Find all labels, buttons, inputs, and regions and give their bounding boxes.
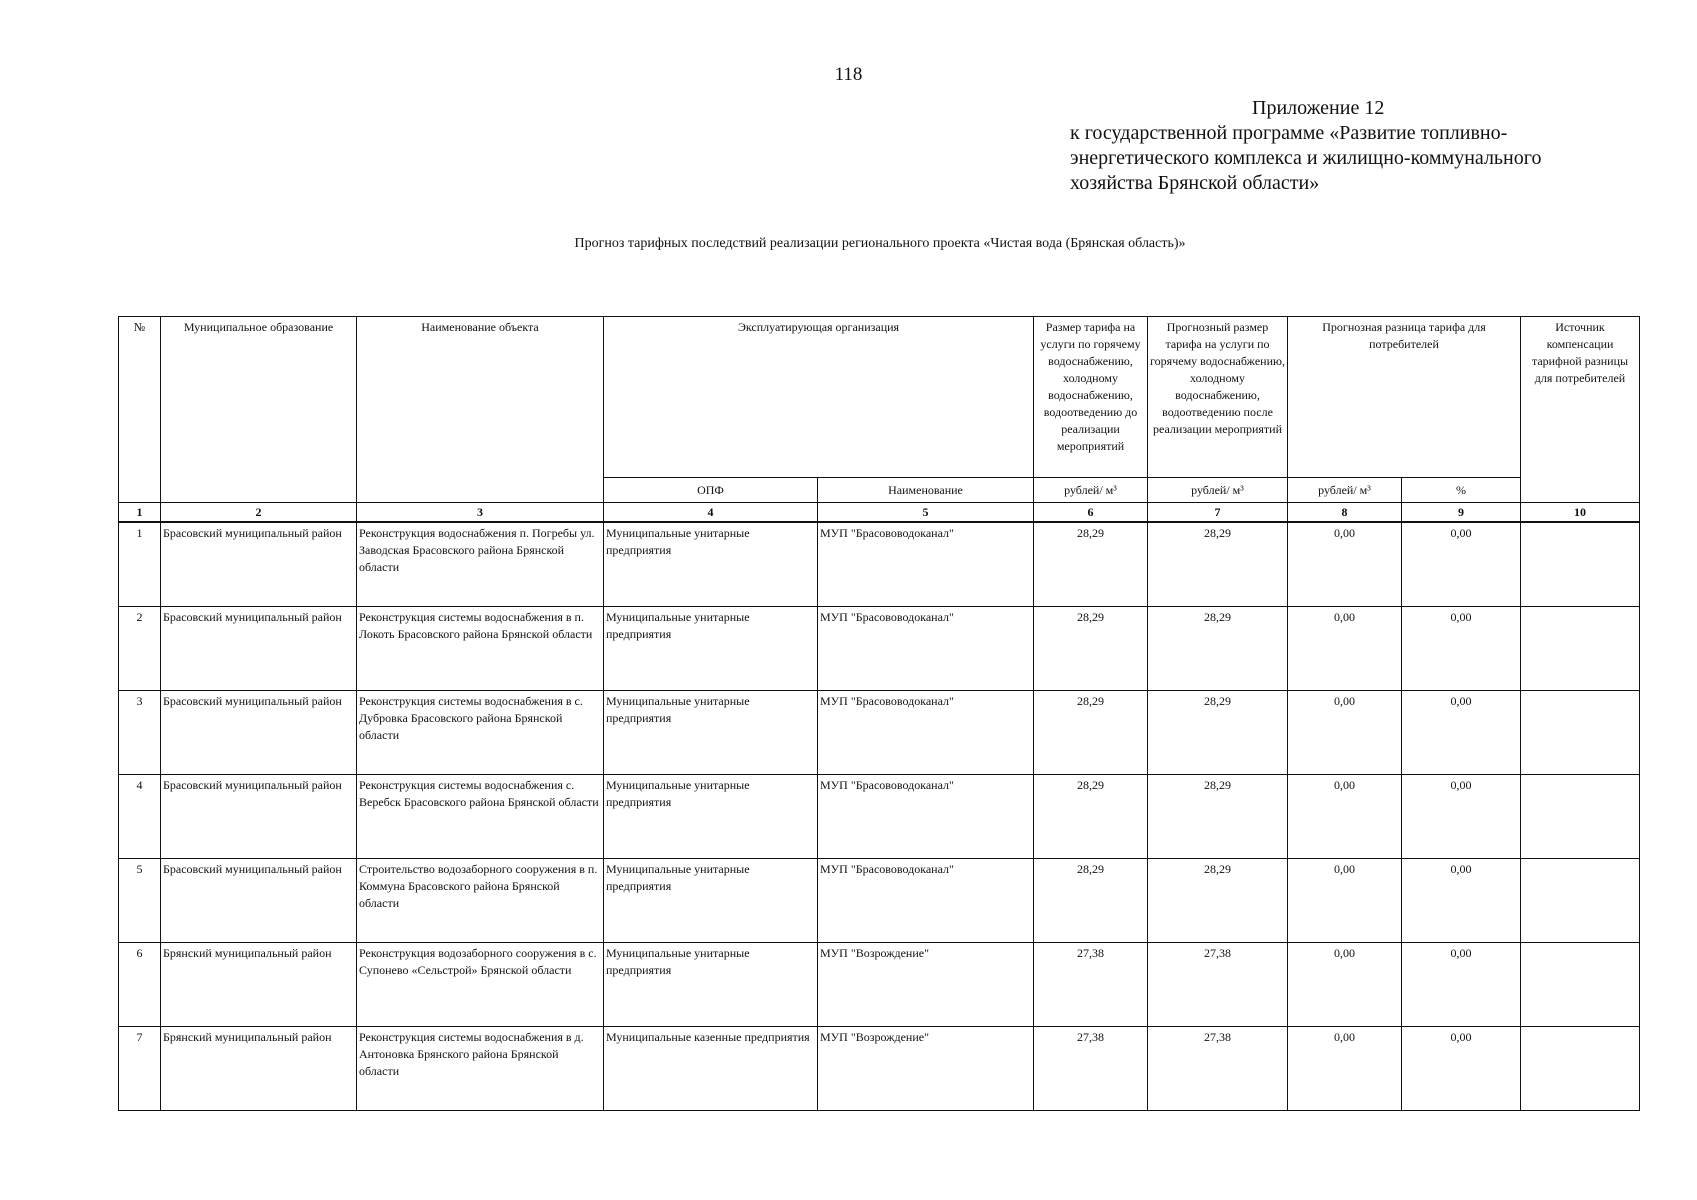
cell-difference: 0,00 [1288, 1027, 1402, 1111]
cell-operator-name: МУП "Возрождение" [818, 943, 1034, 1027]
cell-object: Реконструкция системы водоснабжения с. Веребск Брасовского района Брянской области [357, 775, 604, 859]
appendix-line: к государственной программе «Развитие топливно- [1070, 122, 1508, 144]
column-numbers-row [119, 503, 1640, 523]
cell-no: 1 [119, 522, 161, 607]
header-difference: Прогнозная разница тарифа для потребителей [1288, 317, 1521, 478]
cell-object: Реконструкция системы водоснабжения в д. Антоновка Брянского района Брянской области [357, 1027, 604, 1111]
cell-source [1521, 607, 1640, 691]
cell-no: 6 [119, 943, 161, 1027]
header-municipality: Муниципальное образование [161, 317, 357, 503]
appendix-line: энергетического комплекса и жилищно-коммунального [1070, 147, 1542, 169]
cell-no: 4 [119, 775, 161, 859]
column-number: 9 [1402, 503, 1521, 523]
table-row [119, 522, 1640, 607]
cell-tariff-before: 27,38 [1034, 1027, 1148, 1111]
header-unit-diff: рублей/ м³ [1288, 478, 1402, 503]
column-number: 10 [1521, 503, 1640, 523]
page-number: 118 [834, 64, 863, 85]
cell-tariff-before: 28,29 [1034, 775, 1148, 859]
cell-source [1521, 522, 1640, 607]
header-opf: ОПФ [604, 478, 818, 503]
cell-municipality: Брянский муниципальный район [161, 1027, 357, 1111]
cell-opf: Муниципальные унитарные предприятия [604, 522, 818, 607]
cell-operator-name: МУП "Возрождение" [818, 1027, 1034, 1111]
cell-difference: 0,00 [1288, 691, 1402, 775]
cell-operator-name: МУП "Брасововодоканал" [818, 859, 1034, 943]
cell-opf: Муниципальные казенные предприятия [604, 1027, 818, 1111]
cell-municipality: Брасовский муниципальный район [161, 522, 357, 607]
tariff-forecast-table [118, 316, 1640, 1111]
cell-tariff-before: 28,29 [1034, 522, 1148, 607]
cell-tariff-before: 28,29 [1034, 859, 1148, 943]
cell-source [1521, 943, 1640, 1027]
column-number: 2 [161, 503, 357, 523]
cell-difference: 0,00 [1288, 775, 1402, 859]
cell-difference: 0,00 [1288, 607, 1402, 691]
cell-percent: 0,00 [1402, 943, 1521, 1027]
document-title: Прогноз тарифных последствий реализации регионального проекта «Чистая вода (Брянская область)» [574, 236, 1186, 251]
cell-tariff-after: 28,29 [1148, 607, 1288, 691]
cell-no: 5 [119, 859, 161, 943]
cell-tariff-before: 28,29 [1034, 607, 1148, 691]
table-row [119, 859, 1640, 943]
column-number: 8 [1288, 503, 1402, 523]
table-row [119, 607, 1640, 691]
cell-percent: 0,00 [1402, 607, 1521, 691]
header-unit-before: рублей/ м³ [1034, 478, 1148, 503]
table-row [119, 1027, 1640, 1111]
cell-municipality: Брасовский муниципальный район [161, 607, 357, 691]
header-tariff-before: Размер тарифа на услуги по горячему водоснабжению, холодному водоснабжению, водоотведению до реализации мероприятий [1034, 317, 1148, 478]
cell-difference: 0,00 [1288, 943, 1402, 1027]
cell-difference: 0,00 [1288, 859, 1402, 943]
cell-opf: Муниципальные унитарные предприятия [604, 943, 818, 1027]
cell-object: Реконструкция водоснабжения п. Погребы ул. Заводская Брасовского района Брянской области [357, 522, 604, 607]
cell-tariff-after: 28,29 [1148, 775, 1288, 859]
cell-source [1521, 775, 1640, 859]
cell-tariff-after: 28,29 [1148, 691, 1288, 775]
cell-opf: Муниципальные унитарные предприятия [604, 859, 818, 943]
cell-no: 3 [119, 691, 161, 775]
cell-object: Реконструкция водозаборного сооружения в с. Супонево «Сельстрой» Брянской области [357, 943, 604, 1027]
cell-percent: 0,00 [1402, 775, 1521, 859]
table-row [119, 943, 1640, 1027]
cell-tariff-after: 28,29 [1148, 859, 1288, 943]
cell-operator-name: МУП "Брасововодоканал" [818, 775, 1034, 859]
cell-tariff-before: 28,29 [1034, 691, 1148, 775]
cell-municipality: Брянский муниципальный район [161, 943, 357, 1027]
cell-tariff-before: 27,38 [1034, 943, 1148, 1027]
cell-tariff-after: 27,38 [1148, 943, 1288, 1027]
column-number: 3 [357, 503, 604, 523]
column-number: 7 [1148, 503, 1288, 523]
cell-object: Строительство водозаборного сооружения в п. Коммуна Брасовского района Брянской области [357, 859, 604, 943]
column-number: 6 [1034, 503, 1148, 523]
header-object: Наименование объекта [357, 317, 604, 503]
appendix-block [1070, 96, 1650, 196]
cell-opf: Муниципальные унитарные предприятия [604, 775, 818, 859]
column-number: 5 [818, 503, 1034, 523]
cell-opf: Муниципальные унитарные предприятия [604, 607, 818, 691]
header-name: Наименование [818, 478, 1034, 503]
column-number: 4 [604, 503, 818, 523]
table-row [119, 691, 1640, 775]
cell-municipality: Брасовский муниципальный район [161, 775, 357, 859]
appendix-title: Приложение 12 [1252, 97, 1385, 119]
header-no: № [119, 317, 161, 503]
cell-source [1521, 859, 1640, 943]
cell-percent: 0,00 [1402, 691, 1521, 775]
cell-source [1521, 1027, 1640, 1111]
cell-no: 7 [119, 1027, 161, 1111]
header-unit-after: рублей/ м³ [1148, 478, 1288, 503]
cell-difference: 0,00 [1288, 522, 1402, 607]
cell-source [1521, 691, 1640, 775]
cell-object: Реконструкция системы водоснабжения в п. Локоть Брасовского района Брянской области [357, 607, 604, 691]
appendix-line: хозяйства Брянской области» [1070, 172, 1320, 194]
cell-percent: 0,00 [1402, 859, 1521, 943]
cell-municipality: Брасовский муниципальный район [161, 859, 357, 943]
header-source: Источник компенсации тарифной разницы для потребителей [1521, 317, 1640, 503]
cell-municipality: Брасовский муниципальный район [161, 691, 357, 775]
header-tariff-after: Прогнозный размер тарифа на услуги по горячему водоснабжению, холодному водоснабжению, водоотведению после реализации мероприятий [1148, 317, 1288, 478]
header-operator: Эксплуатирующая организация [604, 317, 1034, 478]
cell-percent: 0,00 [1402, 522, 1521, 607]
cell-tariff-after: 28,29 [1148, 522, 1288, 607]
table-row [119, 775, 1640, 859]
cell-opf: Муниципальные унитарные предприятия [604, 691, 818, 775]
cell-percent: 0,00 [1402, 1027, 1521, 1111]
cell-object: Реконструкция системы водоснабжения в с. Дубровка Брасовского района Брянской области [357, 691, 604, 775]
cell-operator-name: МУП "Брасововодоканал" [818, 522, 1034, 607]
cell-tariff-after: 27,38 [1148, 1027, 1288, 1111]
cell-operator-name: МУП "Брасововодоканал" [818, 691, 1034, 775]
cell-operator-name: МУП "Брасововодоканал" [818, 607, 1034, 691]
header-percent: % [1402, 478, 1521, 503]
column-number: 1 [119, 503, 161, 523]
cell-no: 2 [119, 607, 161, 691]
table-header-row [119, 317, 1640, 478]
